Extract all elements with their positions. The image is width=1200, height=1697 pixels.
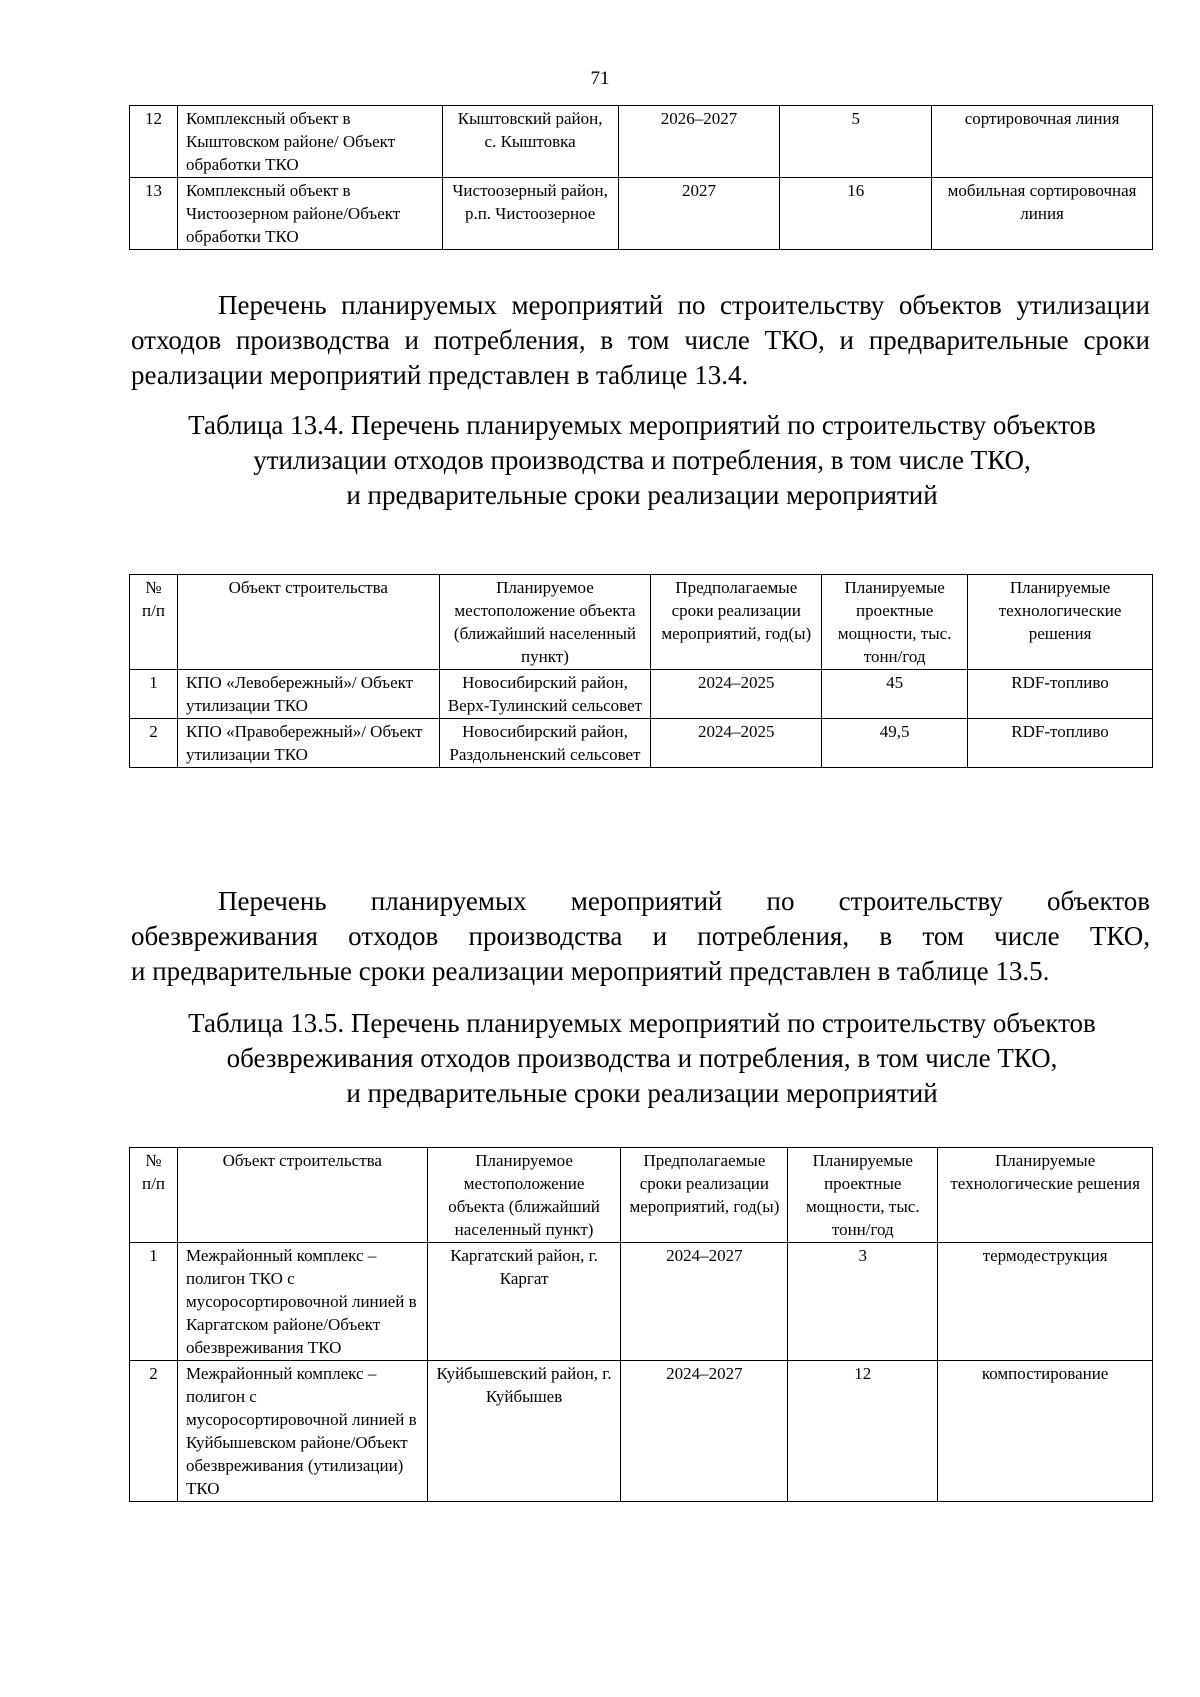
header-capacity: Планируемые проектные мощности, тыс. тонн/год (788, 1148, 938, 1243)
table-row (130, 1361, 1153, 1502)
header-period: Предполагаемые сроки реализации мероприятий, год(ы) (651, 575, 822, 670)
cell-object: КПО «Правобережный»/ Объект утилизации ТКО (177, 719, 439, 768)
cell-num: 2 (130, 719, 178, 768)
paragraph-1 (131, 288, 1150, 393)
caption-line: Таблица 13.4. Перечень планируемых мероприятий по строительству объектов (188, 410, 1096, 440)
header-solution: Планируемые технологические решения (968, 575, 1153, 670)
cell-solution: сортировочная линия (932, 106, 1153, 178)
paragraph-line: отходов производства и потребления, в том числе ТКО, и предварительные сроки (131, 325, 1150, 355)
table-row (130, 670, 1153, 719)
table-caption-13-4 (130, 408, 1154, 513)
header-solution: Планируемые технологические решения (938, 1148, 1153, 1243)
table-13-4 (129, 574, 1153, 768)
caption-line: Таблица 13.5. Перечень планируемых мероприятий по строительству объектов (188, 1008, 1096, 1038)
cell-location: Кыштовский район, с. Кыштовка (442, 106, 618, 178)
header-num: № п/п (130, 575, 178, 670)
table-row (130, 719, 1153, 768)
cell-solution: компостирование (938, 1361, 1153, 1502)
paragraph-line: обезвреживания отходов производства и потребления, в том числе ТКО, (131, 921, 1150, 951)
header-location: Планируемое местоположение объекта (ближайший населенный пункт) (439, 575, 651, 670)
paragraph-line: Перечень планируемых мероприятий по строительству объектов (218, 886, 1150, 916)
caption-line: утилизации отходов производства и потребления, в том числе ТКО, (253, 445, 1031, 475)
cell-period: 2027 (618, 178, 780, 250)
cell-location: Новосибирский район, Раздольненский сельсовет (439, 719, 651, 768)
cell-object: Межрайонный комплекс – полигон с мусоросортировочной линией в Куйбышевском районе/Объект обезвреживания (утилизации) ТКО (177, 1361, 427, 1502)
cell-period: 2024–2025 (651, 719, 822, 768)
cell-capacity: 3 (788, 1243, 938, 1361)
caption-line: и предварительные сроки реализации мероприятий (346, 1078, 938, 1108)
cell-location: Куйбышевский район, г. Куйбышев (427, 1361, 621, 1502)
cell-object: Комплексный объект в Чистоозерном районе/Объект обработки ТКО (177, 178, 442, 250)
cell-location: Каргатский район, г. Каргат (427, 1243, 621, 1361)
paragraph-2 (131, 884, 1150, 989)
cell-solution: RDF-топливо (968, 670, 1153, 719)
cell-period: 2024–2027 (621, 1243, 788, 1361)
cell-object: Комплексный объект в Кыштовском районе/ Объект обработки ТКО (177, 106, 442, 178)
cell-num: 1 (130, 1243, 178, 1361)
cell-capacity: 49,5 (822, 719, 968, 768)
cell-capacity: 5 (780, 106, 932, 178)
cell-num: 1 (130, 670, 178, 719)
caption-line: и предварительные сроки реализации мероприятий (346, 480, 938, 510)
cell-location: Новосибирский район, Верх-Тулинский сельсовет (439, 670, 651, 719)
cell-capacity: 16 (780, 178, 932, 250)
cell-location: Чистоозерный район, р.п. Чистоозерное (442, 178, 618, 250)
table-header-row (130, 1148, 1153, 1243)
table-caption-13-5 (130, 1006, 1154, 1111)
table-13-5 (129, 1147, 1153, 1502)
cell-num: 2 (130, 1361, 178, 1502)
paragraph-line: и предварительные сроки реализации мероприятий представлен в таблице 13.5. (131, 956, 1050, 986)
table-continuation (129, 105, 1153, 250)
cell-solution: RDF-топливо (968, 719, 1153, 768)
cell-period: 2026–2027 (618, 106, 780, 178)
table-header-row (130, 575, 1153, 670)
cell-period: 2024–2027 (621, 1361, 788, 1502)
cell-solution: термодеструкция (938, 1243, 1153, 1361)
table-row (130, 106, 1153, 178)
caption-line: обезвреживания отходов производства и потребления, в том числе ТКО, (226, 1043, 1058, 1073)
page-number: 71 (590, 68, 610, 89)
cell-capacity: 45 (822, 670, 968, 719)
cell-capacity: 12 (788, 1361, 938, 1502)
cell-solution: мобильная сортировочная линия (932, 178, 1153, 250)
header-location: Планируемое местоположение объекта (ближайший населенный пункт) (427, 1148, 621, 1243)
table-row (130, 1243, 1153, 1361)
header-num: № п/п (130, 1148, 178, 1243)
cell-object: КПО «Левобережный»/ Объект утилизации ТКО (177, 670, 439, 719)
header-object: Объект строительства (177, 1148, 427, 1243)
cell-object: Межрайонный комплекс – полигон ТКО с мусоросортировочной линией в Каргатском районе/Объект обезвреживания ТКО (177, 1243, 427, 1361)
cell-period: 2024–2025 (651, 670, 822, 719)
paragraph-line: реализации мероприятий представлен в таблице 13.4. (131, 360, 749, 390)
header-capacity: Планируемые проектные мощности, тыс. тонн/год (822, 575, 968, 670)
cell-num: 12 (130, 106, 178, 178)
header-period: Предполагаемые сроки реализации мероприятий, год(ы) (621, 1148, 788, 1243)
paragraph-line: Перечень планируемых мероприятий по строительству объектов утилизации (218, 290, 1150, 320)
cell-num: 13 (130, 178, 178, 250)
table-row (130, 178, 1153, 250)
header-object: Объект строительства (177, 575, 439, 670)
